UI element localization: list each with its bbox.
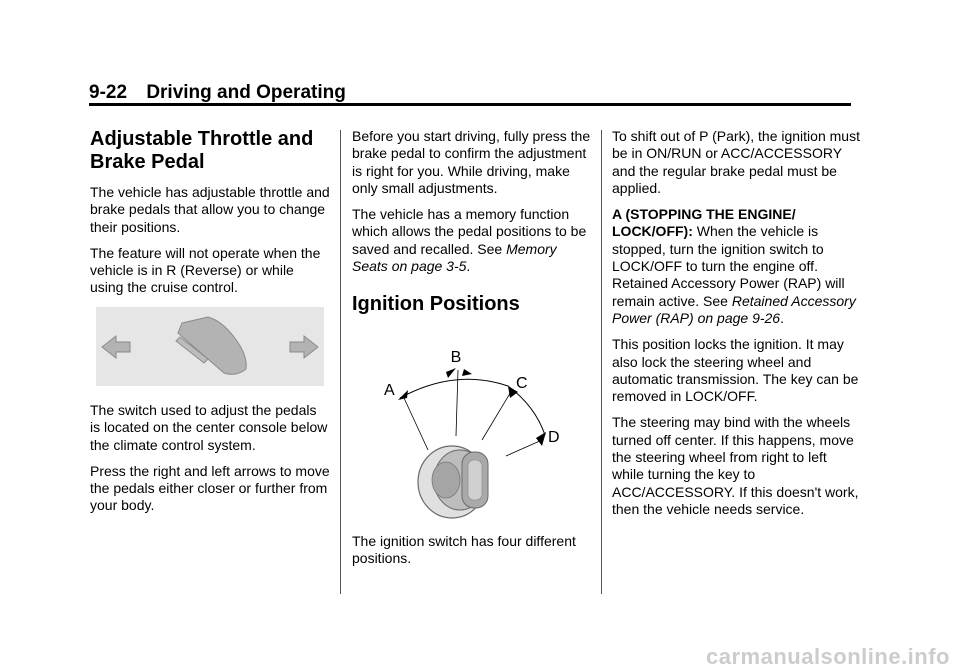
paragraph: The switch used to adjust the pedals is located on the center console below the climate control system. (90, 402, 328, 453)
reference-link: Memory Seats on page 3-5 (352, 240, 557, 275)
column-divider (601, 130, 602, 594)
reference-link: Retained Accessory Power (RAP) on page 9-26 (612, 292, 856, 326)
page-header (89, 82, 346, 104)
text: When the vehicle is stopped, turn the ignition switch to LOCK/OFF to turn the engine off. Retained Accessory Power (RAP) will remain active. See (612, 223, 845, 309)
watermark: carmanualsonline.info (706, 644, 950, 669)
label-d: D (548, 429, 560, 446)
label-b: B (450, 349, 462, 366)
paragraph: The feature will not operate when the vehicle is in R (Reverse) or while using the cruise control. (90, 244, 321, 296)
paragraph: The ignition switch has four different positions. (352, 533, 576, 567)
leader-line-a (404, 398, 428, 450)
column-3 (612, 128, 860, 527)
column-1 (90, 128, 330, 306)
heading-adjustable-pedal: Adjustable Throttle and Brake Pedal (90, 128, 314, 173)
column-2 (352, 128, 596, 328)
leader-line-d (506, 440, 542, 456)
header-rule (89, 103, 851, 106)
arrowhead-d (536, 432, 546, 446)
term-lock-off: A (STOPPING THE ENGINE/ LOCK/OFF): (612, 206, 796, 240)
heading-ignition-positions: Ignition Positions (352, 293, 520, 316)
paragraph: This position locks the ignition. It may also lock the steering wheel and automatic transmission. The key can be removed in LOCK/OFF. (612, 336, 859, 405)
arrowhead-b-left (446, 368, 456, 378)
paragraph-memory (352, 206, 596, 275)
paragraph: The steering may bind with the wheels turned off center. If this happens, move the steering wheel from right to left while turning the key to ACC/ACCESSORY. If this doesn't work, then the vehicle needs service. (612, 414, 859, 517)
key-grip (468, 460, 482, 500)
key-head-icon (432, 462, 460, 498)
paragraph: To shift out of P (Park), the ignition must be in ON/RUN or ACC/ACCESSORY and the regular brake pedal must be applied. (612, 128, 860, 196)
paragraph: The vehicle has adjustable throttle and brake pedals that allow you to change their positions. (90, 184, 330, 235)
text: . (466, 258, 471, 275)
paragraph: Before you start driving, fully press the brake pedal to confirm the adjustment is right for you. While driving, make only small adjustments. (352, 128, 591, 196)
paragraph-lock-off (612, 206, 860, 327)
ignition-switch-figure (360, 340, 580, 520)
section-title: Driving and Operating (146, 82, 346, 103)
paragraph: Press the right and left arrows to move the pedals either closer or further from your body. (90, 462, 330, 514)
leader-line-c (482, 390, 512, 440)
text: The vehicle has a memory function which allows the pedal positions to be saved and recalled. See (352, 206, 587, 257)
column-1-lower (90, 402, 330, 524)
label-c: C (516, 375, 528, 392)
column-2-lower (352, 533, 596, 577)
text: . (780, 309, 784, 326)
label-a: A (384, 382, 395, 399)
arrowhead-b-right (462, 369, 472, 376)
arrowhead-a (398, 390, 408, 400)
column-divider (340, 130, 341, 594)
pedal-switch-figure (96, 307, 324, 386)
page-number: 9-22 (89, 82, 128, 103)
